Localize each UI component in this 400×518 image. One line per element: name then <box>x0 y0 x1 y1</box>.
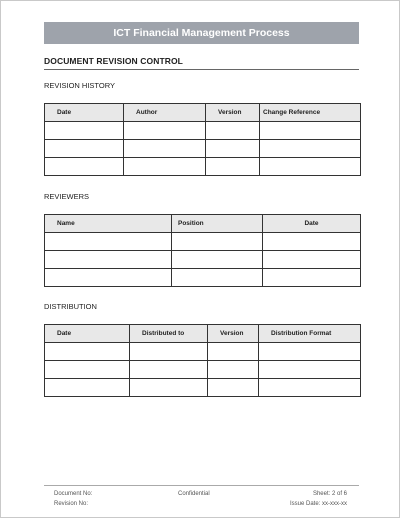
column-header-change-reference: Change Reference <box>260 104 361 122</box>
revision-number-label: Revision No: <box>54 500 89 507</box>
heading-divider <box>44 69 359 70</box>
reviewers-table <box>44 214 361 287</box>
table-cell[interactable] <box>263 251 361 269</box>
table-cell[interactable] <box>259 361 361 379</box>
table-cell[interactable] <box>45 251 172 269</box>
distribution-table <box>44 324 361 397</box>
table-cell[interactable] <box>45 379 130 397</box>
table-cell[interactable] <box>130 379 208 397</box>
table-header-row <box>45 104 361 122</box>
table-cell[interactable] <box>263 269 361 287</box>
table-cell[interactable] <box>124 122 206 140</box>
column-header-version: Version <box>208 325 259 343</box>
table-cell[interactable] <box>45 122 124 140</box>
table-cell[interactable] <box>124 158 206 176</box>
table-cell[interactable] <box>130 361 208 379</box>
table-cell[interactable] <box>208 379 259 397</box>
table-cell[interactable] <box>206 122 260 140</box>
table-cell[interactable] <box>260 122 361 140</box>
footer-center <box>178 490 210 500</box>
column-header-author: Author <box>124 104 206 122</box>
table-row <box>45 269 361 287</box>
table-cell[interactable] <box>260 140 361 158</box>
table-cell[interactable] <box>259 379 361 397</box>
table-cell[interactable] <box>45 140 124 158</box>
table-row <box>45 140 361 158</box>
table-header-row <box>45 215 361 233</box>
table-cell[interactable] <box>208 361 259 379</box>
section-heading: DOCUMENT REVISION CONTROL <box>44 56 183 66</box>
distribution-label: DISTRIBUTION <box>44 302 97 311</box>
column-header-date: Date <box>45 325 130 343</box>
table-row <box>45 122 361 140</box>
column-header-position: Position <box>172 215 263 233</box>
sheet-number: Sheet: 2 of 6 <box>312 491 347 497</box>
revision-history-label: REVISION HISTORY <box>44 81 115 90</box>
revision-history-table <box>44 103 361 176</box>
table-cell[interactable] <box>130 343 208 361</box>
table-row <box>45 379 361 397</box>
column-header-distribution-format: Distribution Format <box>259 325 361 343</box>
table-cell[interactable] <box>259 343 361 361</box>
table-row <box>45 343 361 361</box>
classification-label: Confidential <box>178 491 210 497</box>
column-header-name: Name <box>45 215 172 233</box>
table-cell[interactable] <box>45 343 130 361</box>
table-cell[interactable] <box>172 233 263 251</box>
table-cell[interactable] <box>208 343 259 361</box>
document-number-label: Document No: <box>54 491 93 497</box>
table-cell[interactable] <box>45 158 124 176</box>
table-header-row <box>45 325 361 343</box>
table-cell[interactable] <box>45 233 172 251</box>
table-row <box>45 158 361 176</box>
footer-right <box>290 490 347 509</box>
document-title-bar <box>44 22 359 44</box>
column-header-distributed-to: Distributed to <box>130 325 208 343</box>
column-header-date: Date <box>263 215 361 233</box>
table-cell[interactable] <box>45 361 130 379</box>
table-cell[interactable] <box>124 140 206 158</box>
table-row <box>45 233 361 251</box>
column-header-date: Date <box>45 104 124 122</box>
table-row <box>45 361 361 379</box>
table-cell[interactable] <box>260 158 361 176</box>
document-title: ICT Financial Management Process <box>113 27 290 39</box>
table-cell[interactable] <box>172 269 263 287</box>
table-cell[interactable] <box>206 158 260 176</box>
reviewers-label: REVIEWERS <box>44 192 90 201</box>
table-cell[interactable] <box>172 251 263 269</box>
table-cell[interactable] <box>45 269 172 287</box>
footer-divider <box>44 485 359 486</box>
footer-left <box>54 490 92 509</box>
table-cell[interactable] <box>206 140 260 158</box>
column-header-version: Version <box>206 104 260 122</box>
table-row <box>45 251 361 269</box>
table-cell[interactable] <box>263 233 361 251</box>
issue-date: Issue Date: xx-xxx-xx <box>289 500 347 507</box>
